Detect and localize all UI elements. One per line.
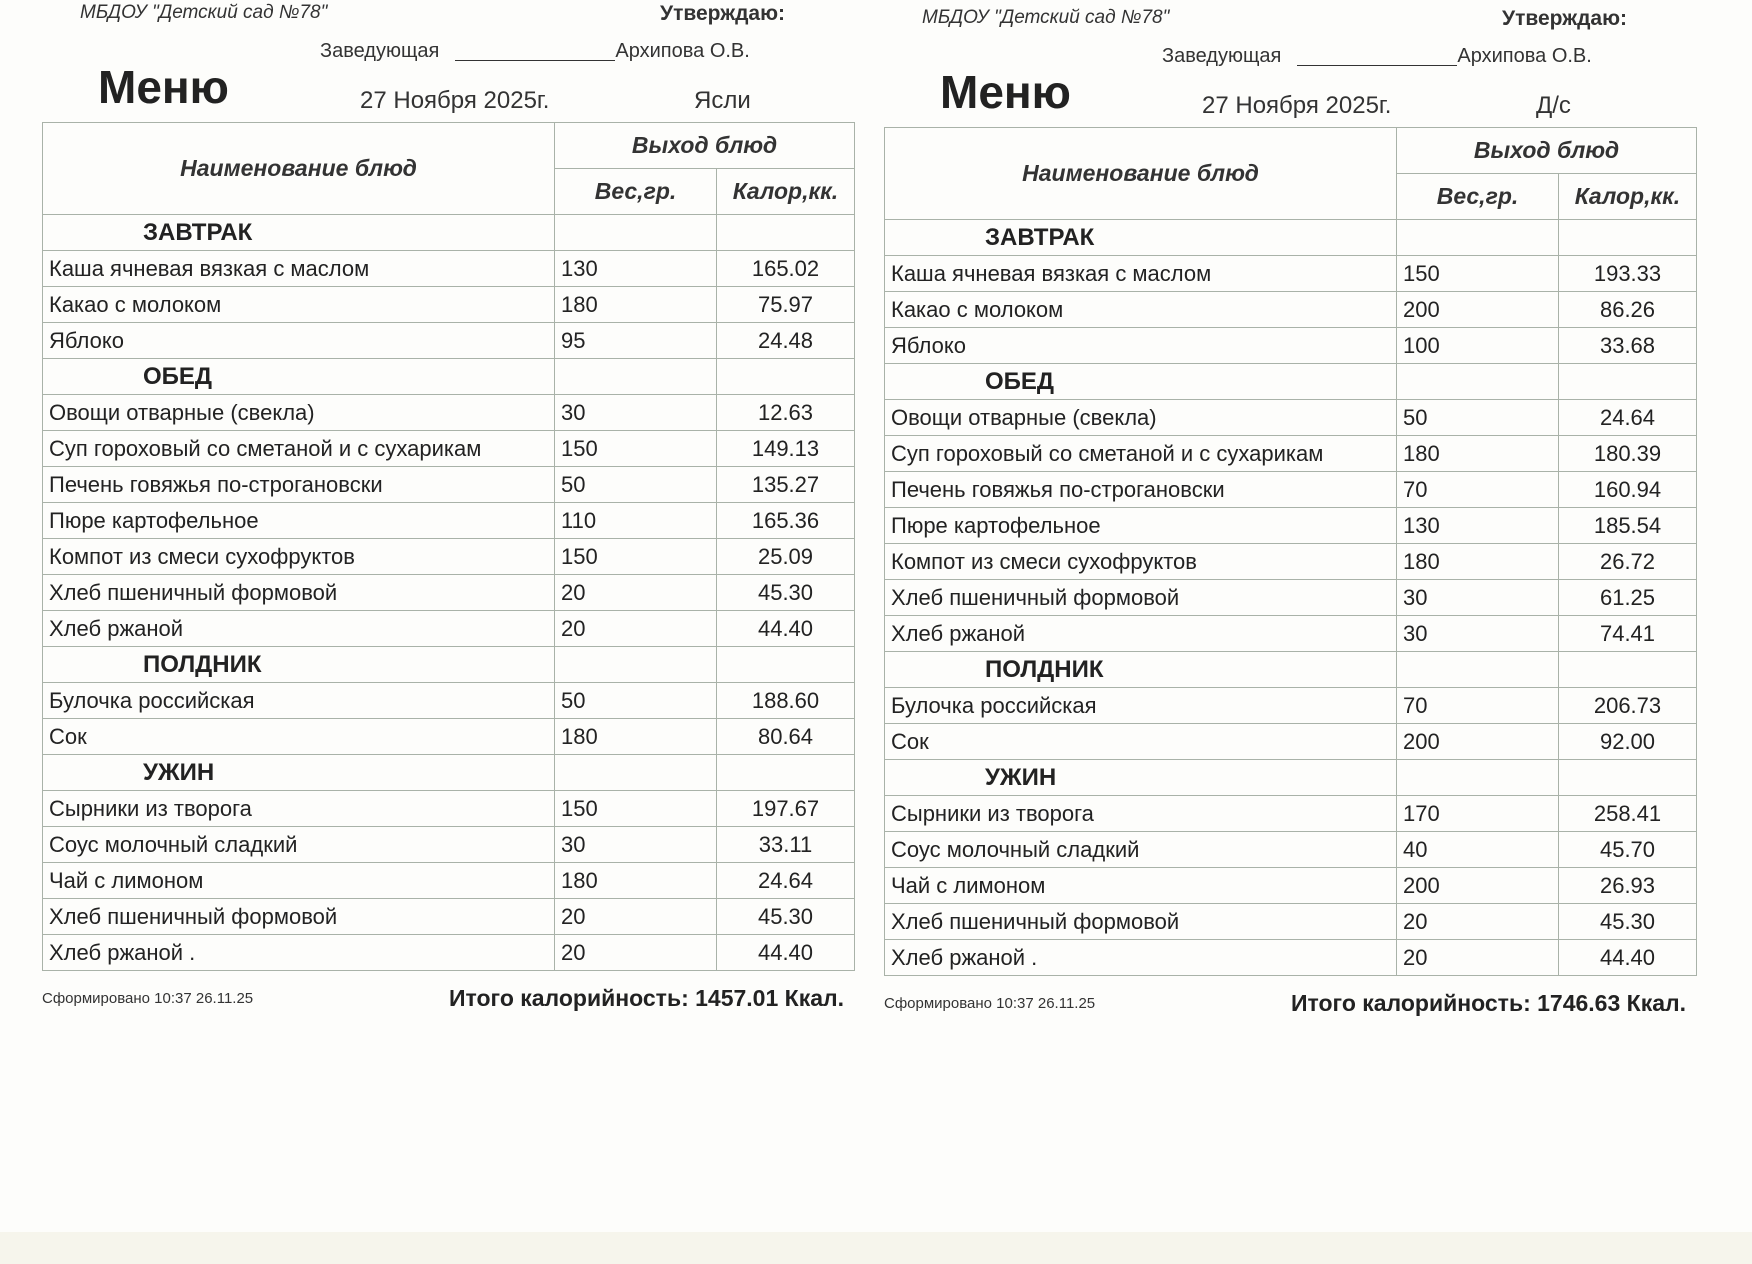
calories-column-header: Калор,кк. — [717, 169, 855, 215]
dish-weight: 180 — [1397, 544, 1559, 580]
head-signature-line — [320, 40, 750, 63]
head-label: Заведующая — [320, 40, 440, 62]
empty-cell — [555, 215, 717, 251]
generated-timestamp: Сформировано 10:37 26.11.25 — [884, 995, 1096, 1012]
table-row — [885, 796, 1697, 832]
dish-column-header: Наименование блюд — [885, 128, 1397, 220]
dish-weight: 130 — [555, 251, 717, 287]
yield-column-header: Выход блюд — [1397, 128, 1697, 174]
dish-name: Чай с лимоном — [43, 863, 555, 899]
table-row — [885, 328, 1697, 364]
table-row — [885, 688, 1697, 724]
menu-table — [42, 122, 855, 971]
approve-label: Утверждаю: — [1502, 7, 1628, 30]
dish-calories: 165.36 — [717, 503, 855, 539]
table-row — [43, 287, 855, 323]
dish-calories: 26.72 — [1559, 544, 1697, 580]
section-row — [43, 215, 855, 251]
dish-name: Яблоко — [885, 328, 1397, 364]
empty-cell — [1397, 760, 1559, 796]
table-row — [43, 539, 855, 575]
dish-calories: 180.39 — [1559, 436, 1697, 472]
signature-line — [1297, 65, 1457, 66]
dish-name: Овощи отварные (свекла) — [43, 395, 555, 431]
head-label: Заведующая — [1162, 45, 1282, 67]
dish-calories: 86.26 — [1559, 292, 1697, 328]
dish-name: Соус молочный сладкий — [885, 832, 1397, 868]
dish-name: Соус молочный сладкий — [43, 827, 555, 863]
table-row — [43, 503, 855, 539]
dish-name: Печень говяжья по-строгановски — [43, 467, 555, 503]
dish-calories: 75.97 — [717, 287, 855, 323]
section-title: ПОЛДНИК — [43, 647, 555, 683]
section-row — [885, 652, 1697, 688]
menu-title: Меню — [98, 61, 229, 113]
dish-calories: 149.13 — [717, 431, 855, 467]
menu-group: Д/с — [1536, 92, 1571, 119]
section-row — [885, 364, 1697, 400]
section-title: ЗАВТРАК — [43, 215, 555, 251]
table-row — [885, 616, 1697, 652]
empty-cell — [717, 359, 855, 395]
table-row — [43, 467, 855, 503]
dish-weight: 180 — [1397, 436, 1559, 472]
dish-name: Каша ячневая вязкая с маслом — [43, 251, 555, 287]
dish-name: Яблоко — [43, 323, 555, 359]
dish-name: Хлеб пшеничный формовой — [43, 899, 555, 935]
table-row — [43, 611, 855, 647]
generated-timestamp: Сформировано 10:37 26.11.25 — [42, 990, 254, 1007]
dish-weight: 20 — [555, 935, 717, 971]
dish-name: Печень говяжья по-строгановски — [885, 472, 1397, 508]
table-row — [885, 400, 1697, 436]
dish-weight: 170 — [1397, 796, 1559, 832]
section-row — [43, 647, 855, 683]
dish-calories: 25.09 — [717, 539, 855, 575]
dish-name: Суп гороховый со сметаной и с сухарикам — [43, 431, 555, 467]
dish-name: Каша ячневая вязкая с маслом — [885, 256, 1397, 292]
dish-calories: 160.94 — [1559, 472, 1697, 508]
dish-weight: 30 — [555, 395, 717, 431]
empty-cell — [1397, 652, 1559, 688]
table-row — [43, 251, 855, 287]
dish-name: Какао с молоком — [43, 287, 555, 323]
weight-column-header: Вес,гр. — [1397, 174, 1559, 220]
table-header-row — [885, 128, 1697, 174]
dish-weight: 70 — [1397, 688, 1559, 724]
table-row — [43, 827, 855, 863]
dish-name: Какао с молоком — [885, 292, 1397, 328]
dish-name: Хлеб ржаной — [885, 616, 1397, 652]
dish-weight: 110 — [555, 503, 717, 539]
table-row — [885, 472, 1697, 508]
section-title: ОБЕД — [43, 359, 555, 395]
dish-calories: 193.33 — [1559, 256, 1697, 292]
table-row — [885, 940, 1697, 976]
empty-cell — [555, 755, 717, 791]
table-row — [885, 580, 1697, 616]
dish-calories: 135.27 — [717, 467, 855, 503]
dish-name: Хлеб пшеничный формовой — [885, 580, 1397, 616]
dish-weight: 200 — [1397, 868, 1559, 904]
dish-weight: 95 — [555, 323, 717, 359]
table-row — [43, 899, 855, 935]
section-row — [43, 755, 855, 791]
table-row — [885, 292, 1697, 328]
empty-cell — [1559, 760, 1697, 796]
empty-cell — [555, 359, 717, 395]
table-row — [885, 868, 1697, 904]
total-calories: Итого калорийность: 1457.01 Ккал. — [449, 985, 844, 1011]
head-name: Архипова О.В. — [615, 40, 750, 62]
dish-calories: 165.02 — [717, 251, 855, 287]
weight-column-header: Вес,гр. — [555, 169, 717, 215]
table-row — [43, 395, 855, 431]
menu-table-body — [885, 128, 1697, 976]
section-row — [43, 359, 855, 395]
dish-calories: 45.30 — [717, 899, 855, 935]
dish-name: Овощи отварные (свекла) — [885, 400, 1397, 436]
calories-column-header: Калор,кк. — [1559, 174, 1697, 220]
dish-weight: 20 — [555, 575, 717, 611]
empty-cell — [1397, 220, 1559, 256]
signature-line — [455, 60, 615, 61]
dish-weight: 150 — [1397, 256, 1559, 292]
menu-date: 27 Ноября 2025г. — [360, 87, 550, 114]
dish-weight: 130 — [1397, 508, 1559, 544]
dish-weight: 30 — [555, 827, 717, 863]
table-row — [885, 904, 1697, 940]
table-row — [885, 724, 1697, 760]
dish-weight: 50 — [555, 467, 717, 503]
section-row — [885, 760, 1697, 796]
dish-calories: 197.67 — [717, 791, 855, 827]
table-row — [885, 256, 1697, 292]
dish-weight: 50 — [1397, 400, 1559, 436]
dish-calories: 185.54 — [1559, 508, 1697, 544]
table-row — [43, 431, 855, 467]
dish-weight: 20 — [1397, 904, 1559, 940]
dish-calories: 188.60 — [717, 683, 855, 719]
menu-group: Ясли — [694, 87, 751, 114]
dish-weight: 30 — [1397, 616, 1559, 652]
dish-name: Булочка российская — [43, 683, 555, 719]
empty-cell — [717, 647, 855, 683]
empty-cell — [1559, 652, 1697, 688]
dish-weight: 100 — [1397, 328, 1559, 364]
dish-weight: 20 — [1397, 940, 1559, 976]
dish-weight: 70 — [1397, 472, 1559, 508]
table-header-row — [43, 123, 855, 169]
table-row — [43, 575, 855, 611]
table-row — [885, 544, 1697, 580]
dish-name: Компот из смеси сухофруктов — [43, 539, 555, 575]
total-calories: Итого калорийность: 1746.63 Ккал. — [1291, 990, 1686, 1016]
organization-name: МБДОУ "Детский сад №78" — [922, 7, 1170, 28]
scan-edge — [0, 1232, 1752, 1264]
menu-title: Меню — [940, 66, 1071, 118]
table-row — [43, 683, 855, 719]
dish-weight: 20 — [555, 611, 717, 647]
dish-name: Пюре картофельное — [885, 508, 1397, 544]
menu-nursery — [40, 0, 860, 1060]
dish-calories: 45.30 — [717, 575, 855, 611]
dish-name: Сырники из творога — [885, 796, 1397, 832]
dish-name: Сырники из творога — [43, 791, 555, 827]
dish-weight: 200 — [1397, 292, 1559, 328]
dish-calories: 44.40 — [717, 935, 855, 971]
dish-name: Хлеб ржаной . — [885, 940, 1397, 976]
table-row — [43, 791, 855, 827]
dish-calories: 74.41 — [1559, 616, 1697, 652]
dish-weight: 20 — [555, 899, 717, 935]
dish-name: Пюре картофельное — [43, 503, 555, 539]
table-row — [43, 719, 855, 755]
empty-cell — [1397, 364, 1559, 400]
table-row — [885, 508, 1697, 544]
yield-column-header: Выход блюд — [555, 123, 855, 169]
dish-name: Булочка российская — [885, 688, 1397, 724]
table-row — [885, 832, 1697, 868]
dish-calories: 24.64 — [717, 863, 855, 899]
section-title: УЖИН — [43, 755, 555, 791]
head-name: Архипова О.В. — [1457, 45, 1592, 67]
dish-weight: 180 — [555, 287, 717, 323]
dish-weight: 50 — [555, 683, 717, 719]
dish-weight: 150 — [555, 431, 717, 467]
empty-cell — [1559, 364, 1697, 400]
dish-weight: 40 — [1397, 832, 1559, 868]
dish-calories: 258.41 — [1559, 796, 1697, 832]
dish-calories: 33.11 — [717, 827, 855, 863]
dish-weight: 180 — [555, 719, 717, 755]
dish-calories: 24.48 — [717, 323, 855, 359]
dish-name: Хлеб ржаной — [43, 611, 555, 647]
menu-kindergarten — [882, 5, 1702, 1065]
approve-label: Утверждаю: — [660, 2, 786, 25]
section-title: ОБЕД — [885, 364, 1397, 400]
menu-date: 27 Ноября 2025г. — [1202, 92, 1392, 119]
table-row — [885, 436, 1697, 472]
dish-calories: 33.68 — [1559, 328, 1697, 364]
dish-calories: 44.40 — [717, 611, 855, 647]
dish-calories: 80.64 — [717, 719, 855, 755]
dish-column-header: Наименование блюд — [43, 123, 555, 215]
organization-name: МБДОУ "Детский сад №78" — [80, 2, 328, 23]
dish-weight: 150 — [555, 539, 717, 575]
head-signature-line — [1162, 45, 1592, 68]
section-row — [885, 220, 1697, 256]
dish-calories: 206.73 — [1559, 688, 1697, 724]
dish-weight: 180 — [555, 863, 717, 899]
empty-cell — [717, 755, 855, 791]
dish-name: Компот из смеси сухофруктов — [885, 544, 1397, 580]
dish-name: Сок — [885, 724, 1397, 760]
dish-name: Сок — [43, 719, 555, 755]
dish-calories: 44.40 — [1559, 940, 1697, 976]
dish-calories: 45.30 — [1559, 904, 1697, 940]
dish-calories: 92.00 — [1559, 724, 1697, 760]
menu-table — [884, 127, 1697, 976]
dish-calories: 12.63 — [717, 395, 855, 431]
empty-cell — [555, 647, 717, 683]
table-row — [43, 935, 855, 971]
dish-calories: 45.70 — [1559, 832, 1697, 868]
dish-weight: 150 — [555, 791, 717, 827]
dish-weight: 200 — [1397, 724, 1559, 760]
dish-calories: 61.25 — [1559, 580, 1697, 616]
dish-calories: 26.93 — [1559, 868, 1697, 904]
dish-name: Суп гороховый со сметаной и с сухарикам — [885, 436, 1397, 472]
empty-cell — [717, 215, 855, 251]
table-row — [43, 323, 855, 359]
dish-name: Хлеб пшеничный формовой — [43, 575, 555, 611]
empty-cell — [1559, 220, 1697, 256]
dish-name: Хлеб ржаной . — [43, 935, 555, 971]
section-title: ПОЛДНИК — [885, 652, 1397, 688]
section-title: УЖИН — [885, 760, 1397, 796]
dish-name: Чай с лимоном — [885, 868, 1397, 904]
table-row — [43, 863, 855, 899]
menu-table-body — [43, 123, 855, 971]
dish-name: Хлеб пшеничный формовой — [885, 904, 1397, 940]
dish-calories: 24.64 — [1559, 400, 1697, 436]
section-title: ЗАВТРАК — [885, 220, 1397, 256]
dish-weight: 30 — [1397, 580, 1559, 616]
